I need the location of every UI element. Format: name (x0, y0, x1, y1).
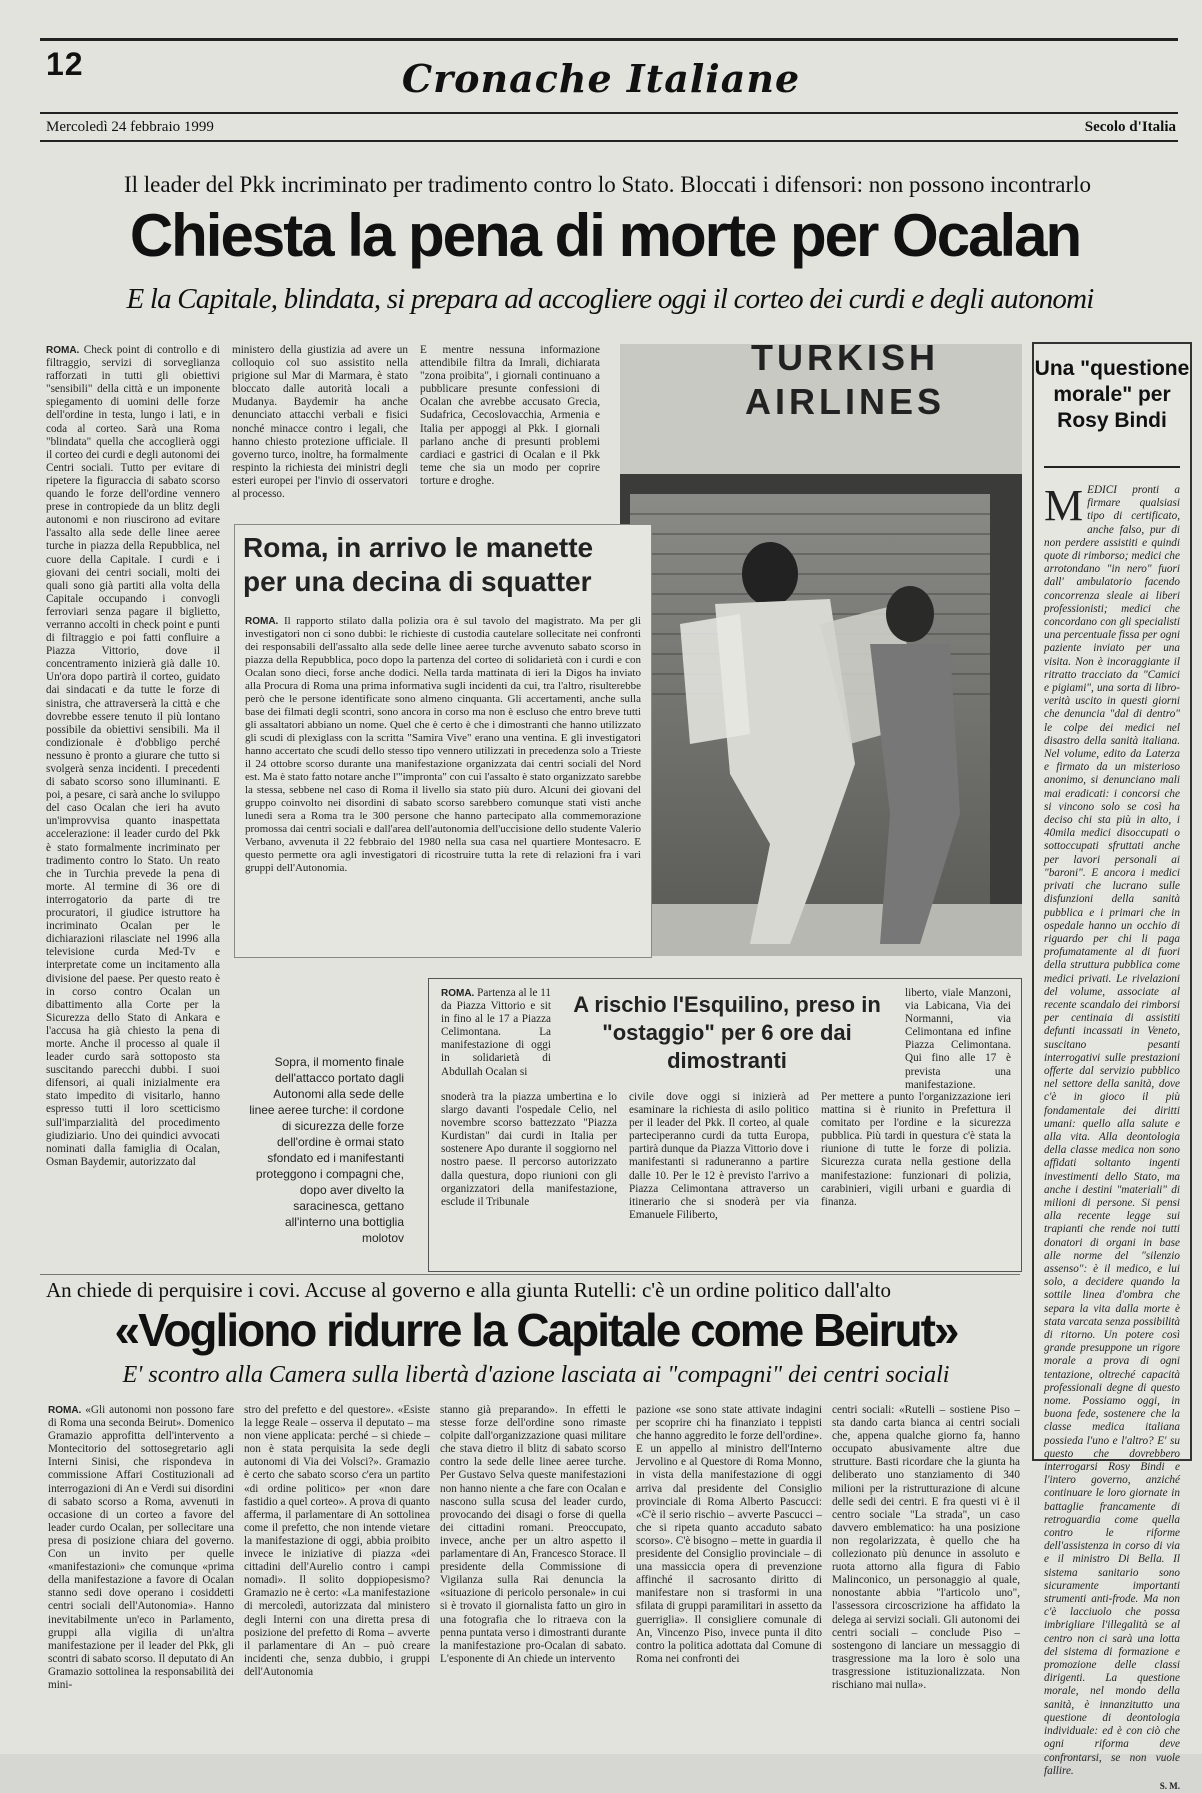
bottom-column-1 (48, 1404, 234, 1720)
sidebar-signature: S. M. (1159, 1780, 1180, 1791)
squatter-headline: Roma, in arrivo le manette per una decina di squatter (243, 532, 594, 597)
sign-line-1: TURKISH (751, 337, 939, 378)
photo-caption: Sopra, il momento finale dell'attacco portato dagli Autonomi alla sede delle linee aeree turche: il cordone di sicurezza delle forze dell'ordine è ormai stato sfondato ed i manifestanti proteggono i compagni che, dopo aver divelto la saracinesca, gettano all'interno una bottiglia molotov (249, 1055, 404, 1245)
issue-date: Mercoledì 24 febbraio 1999 (46, 119, 214, 135)
esquilino-col-left: snoderà tra la piazza umbertina e lo slargo davanti l'ospedale Celio, nel novembre scorso battezzato "Piazza Kurdistan" dai curdi in Italia per sostenere Apo durante il soggiorno nel nostro paese. Il percorso autorizzato dalla questura, dopo riunioni con gli organizzatori della manifestazione, esclude il Tribunale (441, 1091, 617, 1208)
lead-column-3-text: E mentre nessuna informazione attendibile filtra da Imrali, dichiarata "zona proibita", i giornali continuano a pubblicare presunte confessioni di Ocalan che avrebbe accusato Grecia, Sudafrica, Cecoslovacchia, Armenia e Italia per appoggi al Pkk. I giornali parlano anche di presunti problemi cardiaci e gastrici di Ocalan e il Pkk teme che sia un modo per coprire torture e droghe. (420, 344, 600, 487)
lead-subhead: E la Capitale, blindata, si prepara ad accogliere oggi il corteo dei curdi e degli autonomi (126, 283, 1094, 315)
page-number: 12 (46, 46, 84, 82)
sidebar-dropcap: M (1044, 481, 1084, 530)
bottom-story-rule (40, 1274, 1020, 1275)
bottom-dateline: ROMA. (48, 1405, 82, 1416)
sign-text (690, 336, 1000, 424)
bottom-kicker: An chiede di perquisire i covi. Accuse al governo e alla giunta Rutelli: c'è un ordine politico dall'alto (46, 1278, 891, 1302)
bottom-subhead: E' scontro alla Camera sulla libertà d'azione lasciata ai "compagni" dei centri sociali (122, 1362, 950, 1388)
lead-column-2-text: ministero della giustizia ad avere un colloquio col suo assistito nella prigione sul Mar di Marmara, è stato bloccato dalle autorità locali a Mudanya. Baydemir ha anche denunciato attacchi verbali e fisici nonché minacce contro i legali, che hanno chiesto protezione ufficiale. Il governo turco, inoltre, ha formalmente respinto la richiesta dei ministri degli esteri europei per l'invio di osservatori al processo. (232, 344, 408, 501)
sign-line-2: AIRLINES (744, 381, 945, 422)
protest-photo-illustration (620, 344, 1022, 956)
esquilino-col-right-top: liberto, viale Manzoni, via Labicana, Via dei Normanni, via Celimontana ed infine Piazza Celimontana. Qui fino alle 17 è prevista una manifestazione. (905, 987, 1011, 1091)
bottom-column-2: stro del prefetto e del questore». «Esiste la legge Reale – osserva il deputato – ma non viene applicata: perché – si chiede – non è stata perquisita la sede degli autonomi di Via dei Volsci?». Gramazio è certo che sabato scorso c'era un partito «di ordine politico» per «non dare fastidio a quel corteo». A prova di quanto afferma, il parlamentare di An sottolinea come il prefetto, che non intende vietare la manifestazione di oggi, abbia proibito invece le iniziative di piazza «dei cittadini dell'Aurelio contro i campi nomadi». Il solito doppiopesismo? Gramazio ne è certo: «La manifestazione di mercoledì, autorizzata dal ministero degli Interni con una diretta presa di posizione del prefetto di Roma – avverte il parlamentare di An – può creare incidenti che, senza dubbio, i gruppi dell'Autonomia (244, 1404, 430, 1678)
lead-column-1-text: Check point di controllo e di filtraggio, servizi di sorveglianza rafforzati in tutti gli obiettivi "sensibili" della città e un imponente spiegamento di uomini delle forze dell'ordine in testa, lungo i lati, e in coda al corteo. Sarà una Roma "blindata" quella che accoglierà oggi il corteo dei curdi e degli autonomi dei Centri sociali. Tutto per evitare di ripetere la figuraccia di sabato scorso quando le forze dell'ordine vennero prese in contropiede da un blitz degli autonomi e non riuscirono ad evitare l'assalto alla sede delle linee aeree turche in piazza della Repubblica, nel cuore della Capitale. I curdi e i giovani dei centri sociali, molti dei quali sono già partiti alla volta della Capitale occupando i convogli ferroviari senza pagare il biglietto, verranno accolti in check point e punti di filtraggio e poi fatti confluire a Piazza Vittorio, dove il concentramento inizierà già dalle 10. Un'ora dopo partirà il corteo, guidato dai sindacati e da tutte le forze di sinistra, che attraverserà la città e che dovrebbe essere tenuto il più lontano possibile da obiettivi sensibili. Ma il condizionale è d'obbligo perché nessuno è pronto a giurare che tutto si svolgerà senza incidenti. I precedenti di sabato scorso sono illuminanti. E poi, a pesare, ci sarà anche lo sviluppo del caso Ocalan che ieri ha avuto un'improvvisa quanto inaspettata accelerazione: il leader curdo del Pkk è stato formalmente incriminato per tradimento contro lo Stato. Un reato che in Turchia prevede la pena di morte. Al termine di 36 ore di interrogatorio da parte di tre procuratori, il giudice istruttore ha incriminato Ocalan per le dichiarazioni rilasciate nel 1996 alla televisione curda Med-Tv e interpretate come un incitamento alla divisione del paese. Per questo reato è in corso contro Ocalan un dibattimento alla Corte per la Sicurezza dello Stato di Ankara e l'accusa ha già chiesto la pena di morte. Anche il processo al quale il leader curdo sarà sottoposto sta suscitando parecchi dubbi. I suoi difensori, ai quali inizialmente era stato impedito di visitarlo, hanno espresso tutti il loro scetticismo sull'imparzialità del procedimento giudiziario. Uno dei quindici avvocati nominati dalla famiglia di Ocalan, Osman Baydemir, autorizzato dal (46, 344, 221, 1168)
masthead-rule (40, 112, 1178, 114)
bottom-column-5: centri sociali: «Rutelli – sostiene Piso – sta dando carta bianca ai centri sociali che, appena qualche giorno fa, hanno occupato abusivamente altre due strutture. Basti ricordare che la giunta ha deliberato uno stanziamento di 340 milioni per la ristrutturazione di alcune delle sedi dei centri. E fra questi vi è il centro sociale "La strada", un caso davvero emblematico: ha una posizione non regolarizzata, è quello che ha collezionato più denunce in assoluto e ruota attorno alla figura di Fabio Malinconico, un personaggio al quale, nonostante abbia "l'articolo uno", l'assessora circoscrizione ha affidato la delega ai servizi sociali. Gli autonomi dei centri sociali – conclude Piso – sostengono di lanciare un messaggio di trasgressione ma la loro è solo una trasgressione istituzionalizzata. Non rischiano mai nulla». (832, 1404, 1020, 1691)
lead-column-3 (420, 344, 600, 504)
esquilino-col-left-top (441, 987, 551, 1083)
esquilino-col-right: Per mettere a punto l'organizzazione ieri mattina si è riunito in Prefettura il comitato per l'ordine e la sicurezza pubblica. Più tardi in questura c'è stata la riunione di tutte le forze di polizia. Sicurezza curata nella gestione della manifestazione: funzionari di polizia, carabinieri, vigili urbani e guardia di finanza. (821, 1091, 1011, 1208)
bottom-headline: «Vogliono ridurre la Capitale come Beirut» (114, 1304, 958, 1356)
bottom-column-1-text: «Gli autonomi non possono fare di Roma una seconda Beirut». Domenico Gramazio approfitta dell'intervento a Montecitorio del sottosegretario agli Interni Sinisi, che rispondeva in commissione Affari Costituzionali ad interrogazioni di An e Verdi sui disordini di sabato scorso a Roma, avvenuti in occasione di un corteo a favore del leader curdo Ocalan, per sollecitare una presa di posizione chiara del governo. Con un invito per quelle «manifestazioni» che comunque «prima della manifestazione a favore di Ocalan stanno sedi dove operano i cosiddetti centri sociali dell'Autonomia». Hanno inevitabilmente un'eco in Parlamento, gruppi alla vigilia di un'altra manifestazione per il leader del Pkk, gli scontri di sabato scorso. Il deputato di An Gramazio sottolinea la responsabilità dei mini- (48, 1404, 234, 1691)
esquilino-box (428, 978, 1022, 1272)
lead-kicker: Il leader del Pkk incriminato per tradimento contro lo Stato. Bloccati i difensori: non possono incontrarlo (123, 172, 1092, 197)
sidebar-text (1044, 481, 1180, 1793)
sidebar-title: Una "questione morale" per Rosy Bindi (1034, 357, 1190, 432)
esquilino-dateline: ROMA. (441, 988, 475, 999)
dateline: ROMA. (46, 345, 80, 356)
sidebar-box (1032, 342, 1192, 1791)
squatter-text (245, 615, 641, 951)
lead-headline: Chiesta la pena di morte per Ocalan (129, 202, 1081, 269)
squatter-body: Il rapporto stilato dalla polizia ora è sul tavolo del magistrato. Ma per gli investigatori non ci sono dubbi: le richieste di custodia cautelare sollecitate nei confronti dei responsabili dell'assalto alla sede delle linee aeree turche avvenuto sabato scorso in piazza della Repubblica, poco dopo la partenza del corteo di solidarietà con i curdi e con Ocalan sono dieci, forse anche dodici. Nella tarda mattinata di ieri la Digos ha inviato alla Procura di Roma una prima informativa sugli incidenti da cui, tra l'altro, risulterebbe però che le persone identificate sono almeno cinquanta. Gli accertamenti, anche sulla base dei filmati degli scontri, sono ancora in corso ma non è escluso che entro breve tutti gli assaltatori abbiano un nome. Quel che è certo è che i dimostranti che hanno utilizzato gli scudi di plexiglass con la scritta "Samira Vive" erano una ventina. E gli investigatori hanno accertato che scudi dello stesso tipo vennero utilizzati in precedenza solo a Trieste il 24 ottobre scorso durante una manifestazione organizzata dai centri sociali del Nord est. Ma è stato fatto notare anche l'"impronta" con cui l'assalto è stato organizzato sarebbe la stessa, sebbene nel caso di Roma il livello sia stato più duro. Alcuni dei giovani del gruppo coinvolto nei disordini di sabato scorso sarebbero comunque stati visti anche lunedì sera a Roma tra le 300 persone che hanno partecipato alla commemorazione promossa dai centri sociali e dall'area dell'autonomia dell'uccisione dello studente Valerio Verbano, avvenuta il 22 febbraio del 1980 nella sua casa nel quartiere Montesacro. E questo permette ora agli investigatori di ricostruire tutta la rete di relazioni fra i vari gruppi dell'Autonomia. (245, 615, 641, 874)
bottom-column-4: pazione «se sono state attivate indagini per scoprire chi ha finanziato i teppisti che hanno aggredito le forze dell'ordine». E un appello al ministro dell'Interno Jervolino e al Questore di Roma Monno, in vista della manifestazione di oggi arriva dal presidente del Consiglio provinciale di Roma Alberto Pascucci: «C'è il serio rischio – avverte Pascucci – che si ripeta quanto accaduto sabato scorso». C'è bisogno – mette in guardia il presidente del Consiglio provinciale – di una massiccia opera di prevenzione affinché il sacrosanto diritto di manifestare non si trasformi in una sfilata di gruppi paramilitari in assetto da guerriglia». Il consigliere comunale di An, Vincenzo Piso, invece punta il dito contro la politica adottata dal Comune di Roma nei confronti dei (636, 1404, 822, 1665)
sidebar-rule (1044, 466, 1180, 468)
esquilino-intro: Partenza al le 11 da Piazza Vittorio e sit in fino al le 17 a Piazza Celimontana. La manifestazione di oggi in solidarietà di Abdullah Ocalan si (441, 987, 552, 1078)
esquilino-col-mid: civile dove oggi si inizierà ad esaminare la richiesta di asilo politico per il leader del Pkk. Il corteo, al quale parteciperanno curdi da tutta Europa, partirà dunque da Piazza Vittorio dove i manifestanti si raduneranno a partire dalle 10. Per le 12 è previsto l'arrivo a Piazza Celimontana attraverso un itinerario che si snoderà per via Emanuele Filiberto, (629, 1091, 809, 1221)
bottom-column-3: stanno già preparando». In effetti le stesse forze dell'ordine sono rimaste colpite dall'organizzazione quasi militare che stava dietro il blitz di sabato scorso contro la sede delle linee aeree turche. Per Gustavo Selva queste manifestazioni non hanno niente a che fare con Ocalan e nascono sulla scusa del leader curdo, provocando dei disagi o forse di quella dei cittadini romani. Preoccupato, invece, anche per un altro aspetto il parlamentare di An, Francesco Storace. Il presidente della Commissione di Vigilanza sulla Rai denuncia la «situazione di pericolo personale» in cui si è trovato il giornalista fatto un giro in una fotografia che lo ritraeva con la penna puntata verso i dimostranti durante la manifestazione pro-Ocalan di sabato. L'esponente di An chiede un intervento (440, 1404, 626, 1665)
squatter-dateline: ROMA. (245, 616, 279, 627)
sidebar-body: EDICI pronti a firmare qualsiasi tipo di certificato, anche falso, pur di non perdere assistiti e quindi quote di rimborso; medici che arrotondano "in nero" fuori dall' ambulatorio facendo concorrenza sleale ai liberi professionisti; medici che concordano con gli specialisti una percentuale fissa per ogni paziente inviato per una visita. Non è incoraggiante il ritratto tracciato da "Camici e pigiami", una sorta di libro-verità uscito in questi giorni che denuncia "dal di dentro" le colpe dei medici nel disastro della sanità italiana. Nel volume, edito da Laterza e firmato da un misterioso anonimo, si denunciano mali mai eradicati: i concorsi che si vincono solo se così ha deciso chi sta più in alto, i 40mila medici disoccupati o sottoccupati sfruttati anche per lavori personali ai "baroni". E ancora i medici privati che lucrano sulle disfunzioni della sanità pubblica e i primari che in ospedale hanno un occhio di riguardo per chi li paga profumatamente al di fuori della struttura pubblica come medici privati. Le rivelazioni del volume, associate al recente scandalo dei rimborsi per centinaia di assistiti defunti incassati in Veneto, suscitano pesanti interrogativi sulle prestazioni offerte dal servizio pubblico nel settore della sanità, dove c'è in gioco il più fondamentale dei diritti umani: quello alla salute e alla vita. Alla deontologia della classe medica non sono affidati soltanto ingenti investimenti dello Stato, ma anche i destini "materiali" di milioni di persone. Si pensi alla recente legge sui trapianti che rende noi tutti donatori di organi in base alle norme del "silenzio assenso": è il medico, e lui solo, a decidere quando la sottile linea d'ombra che separa la vita dalla morte è stata varcata senza possibilità di ritorno. Un potere così grande presuppone un rigore morale a prova di ogni tentazione, oltreché capacità professionali degne di questo nome. Possiamo oggi, in buona fede, sostenere che la classe medica italiana possieda l'uno e l'altro? E' su questo che dovrebbero interrogarsi Rosy Bindi e l'intero governo, anziché continuare le loro giornate in battaglie francamente di retroguardia come quella contro le riforme dell'assistenza in corso di via e il ministro Di Bella. Il sistema sanitario sono sicuramente importanti strumenti anti-frode. Ma non c'è lacciuolo che possa imbrigliare l'illegalità se al centro non ci sarà una lotta del sistema di formazione e promozione delle classi dirigenti. La questione morale, nel mondo della sanità, è innanzitutto una questione di deontologia individuale: ed è con ciò che ogni riforma deve confrontarsi, se non vuole fallire. (1044, 484, 1180, 1777)
date-rule (40, 140, 1178, 142)
top-rule (40, 38, 1178, 41)
esquilino-headline: A rischio l'Esquilino, preso in "ostaggio" per 6 ore dai dimostranti (573, 992, 881, 1073)
section-title: Cronache Italiane (401, 56, 801, 101)
lead-column-2 (232, 344, 408, 504)
protest-photo (620, 337, 1022, 956)
squatter-box (234, 524, 652, 958)
newspaper-name: Secolo d'Italia (1084, 119, 1176, 135)
